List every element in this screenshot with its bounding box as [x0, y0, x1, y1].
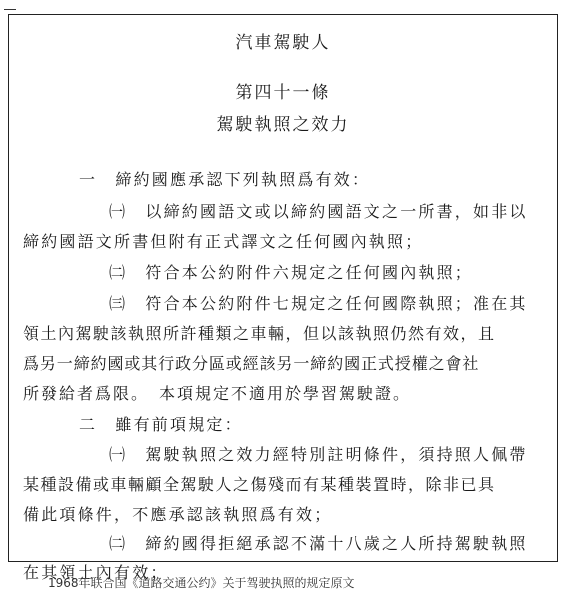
- corner-mark: [4, 9, 16, 10]
- paragraph-line: ㈠ 以締約國語文或以締約國語文之一所書，如非以: [109, 202, 528, 221]
- paragraph-line: ㈡ 締約國得拒絕承認不滿十八歲之人所持駕駛執照: [109, 534, 528, 553]
- paragraph-line: 備此項條件，不應承認該執照爲有效；: [23, 505, 333, 524]
- paragraph-line: 所發給者爲限。 本項規定不適用於學習駕駛證。: [23, 384, 412, 403]
- paragraph-line: 某種設備或車輛顧全駕駛人之傷殘而有某種裝置時，除非已具: [23, 475, 496, 494]
- paragraph-line: 在其領土內有效；: [23, 563, 169, 582]
- paragraph-line: ㈠ 駕駛執照之效力經特別註明條件，須持照人佩帶: [109, 445, 528, 464]
- image-caption: 1968年联合国《道路交通公约》关于驾驶执照的规定原文: [48, 576, 355, 590]
- paragraph-line: 一 締約國應承認下列執照爲有效：: [79, 170, 371, 189]
- paragraph-line: 締約國語文所書但附有正式譯文之任何國內執照；: [23, 232, 424, 251]
- paragraph-line: 二 雖有前項規定：: [79, 415, 243, 434]
- paragraph-line: 領土內駕駛該執照所許種類之車輛，但以該執照仍然有效，且: [23, 324, 496, 343]
- paragraph-line: ㈢ 符合本公約附件七規定之任何國際執照；准在其: [109, 294, 528, 313]
- chapter-heading: 汽車駕駛人: [235, 33, 331, 53]
- paragraph-line: ㈡ 符合本公約附件六規定之任何國內執照；: [109, 263, 474, 282]
- paragraph-line: 爲另一締約國或其行政分區或經該另一締約國正式授權之會社: [23, 354, 480, 373]
- article-number: 第四十一條: [235, 83, 331, 103]
- article-title: 駕駛執照之效力: [216, 115, 350, 135]
- document-scan: [8, 14, 558, 582]
